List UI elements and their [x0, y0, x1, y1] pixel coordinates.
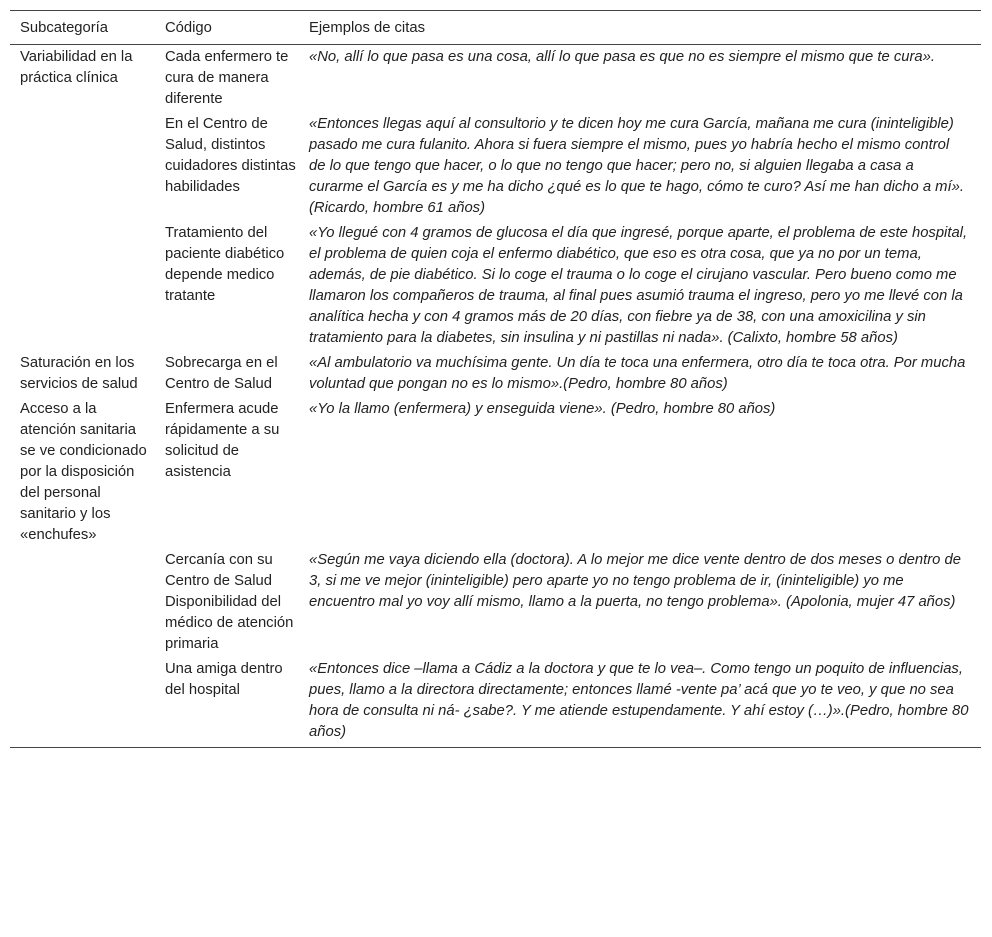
table-row [10, 657, 981, 748]
quote-cell: «Entonces llegas aquí al consultorio y te dicen hoy me cura García, mañana me cura (ininteligible) pasado me cura fulanito. Ahora si fuera siempre el mismo, pues yo habría hecho el mismo control de lo que tengo que hacer, o lo que no tengo que hacer; pero no, si alguien llegaba a casa a curarme el García es y me ha dicho ¿qué es lo que te hago, cómo te curo? Así me han dicho a mí». (Ricardo, hombre 61 años) [309, 116, 964, 216]
quote-cell: «No, allí lo que pasa es una cosa, allí lo que pasa es que no es siempre el mismo que te cura». [309, 49, 935, 65]
table-header [10, 11, 981, 45]
citations-table [10, 10, 981, 748]
table-row [10, 351, 981, 397]
table-row [10, 45, 981, 113]
subcategory-cell: Acceso a la atención sanitaria se ve condicionado por la disposición del personal sanitario y los «enchufes» [20, 401, 147, 543]
subcategory-cell [10, 221, 155, 351]
code-cell: Tratamiento del paciente diabético depende medico tratante [165, 225, 285, 304]
header-row [10, 11, 981, 45]
table-row [10, 397, 981, 548]
code-cell: Cada enfermero te cura de manera diferente [165, 49, 289, 107]
quote-cell: «Al ambulatorio va muchísima gente. Un día te toca una enfermera, otro día te toca otra. Por mucha voluntad que pongan no es lo mismo».(Pedro, hombre 80 años) [309, 355, 966, 392]
quote-cell: «Yo la llamo (enfermera) y enseguida viene». (Pedro, hombre 80 años) [309, 401, 776, 417]
code-cell: Enfermera acude rápidamente a su solicitud de asistencia [165, 401, 280, 480]
subcategory-cell [10, 112, 155, 221]
table-row [10, 221, 981, 351]
quote-cell: «Yo llegué con 4 gramos de glucosa el día que ingresé, porque aparte, el problema de este hospital, el problema de quien coja el enfermo diabético, que eso es otra cosa, que ya no por un tema, además, de pie diabético. Si lo coge el trauma o lo coge el cirujano vascular. Pero bueno como me llamaron los compañeros de trauma, al final pues asumió trauma el ingreso, pero yo me llevé con la analítica hecha y con 4 gramos más de 20 días, con fiebre ya de 38, con una amoxicilina y sin tratamiento para la diabetes, sin insulina y ni pastillas ni nada». (Calixto, hombre 58 años) [309, 225, 968, 346]
table-row [10, 548, 981, 657]
subcategory-cell: Variabilidad en la práctica clínica [20, 49, 133, 86]
subcategory-cell [10, 657, 155, 748]
quote-cell: «Según me vaya diciendo ella (doctora). A lo mejor me dice vente dentro de dos meses o dentro de 3, si me ve mejor (ininteligible) pero aparte yo no tengo problema de ir, (ininteligible) yo me encuentro mal yo voy allí mismo, llamo a la puerta, no tengo problema». (Apolonia, mujer 47 años) [309, 552, 961, 610]
citations-table-container [10, 10, 981, 748]
table-row [10, 112, 981, 221]
subcategory-cell [10, 548, 155, 657]
code-cell: En el Centro de Salud, distintos cuidadores distintas habilidades [165, 116, 296, 195]
table-body [10, 45, 981, 748]
header-code: Código [155, 11, 299, 45]
code-cell: Cercanía con su Centro de Salud Disponibilidad del médico de atención primaria [165, 552, 294, 652]
code-cell: Sobrecarga en el Centro de Salud [165, 355, 278, 392]
code-cell: Una amiga dentro del hospital [155, 657, 299, 748]
subcategory-cell: Saturación en los servicios de salud [20, 355, 138, 392]
header-subcategory: Subcategoría [10, 11, 155, 45]
quote-cell: «Entonces dice –llama a Cádiz a la doctora y que te lo vea–. Como tengo un poquito de influencias, pues, llamo a la directora directamente; entonces llamé -vente pa’ acá que yo te veo, y que no sea hora de consulta ni ná- ¿sabe?. Y me atiende estupendamente. Y ahí estoy (…)».(Pedro, hombre 80 años) [299, 657, 981, 748]
header-quotes: Ejemplos de citas [299, 11, 981, 45]
